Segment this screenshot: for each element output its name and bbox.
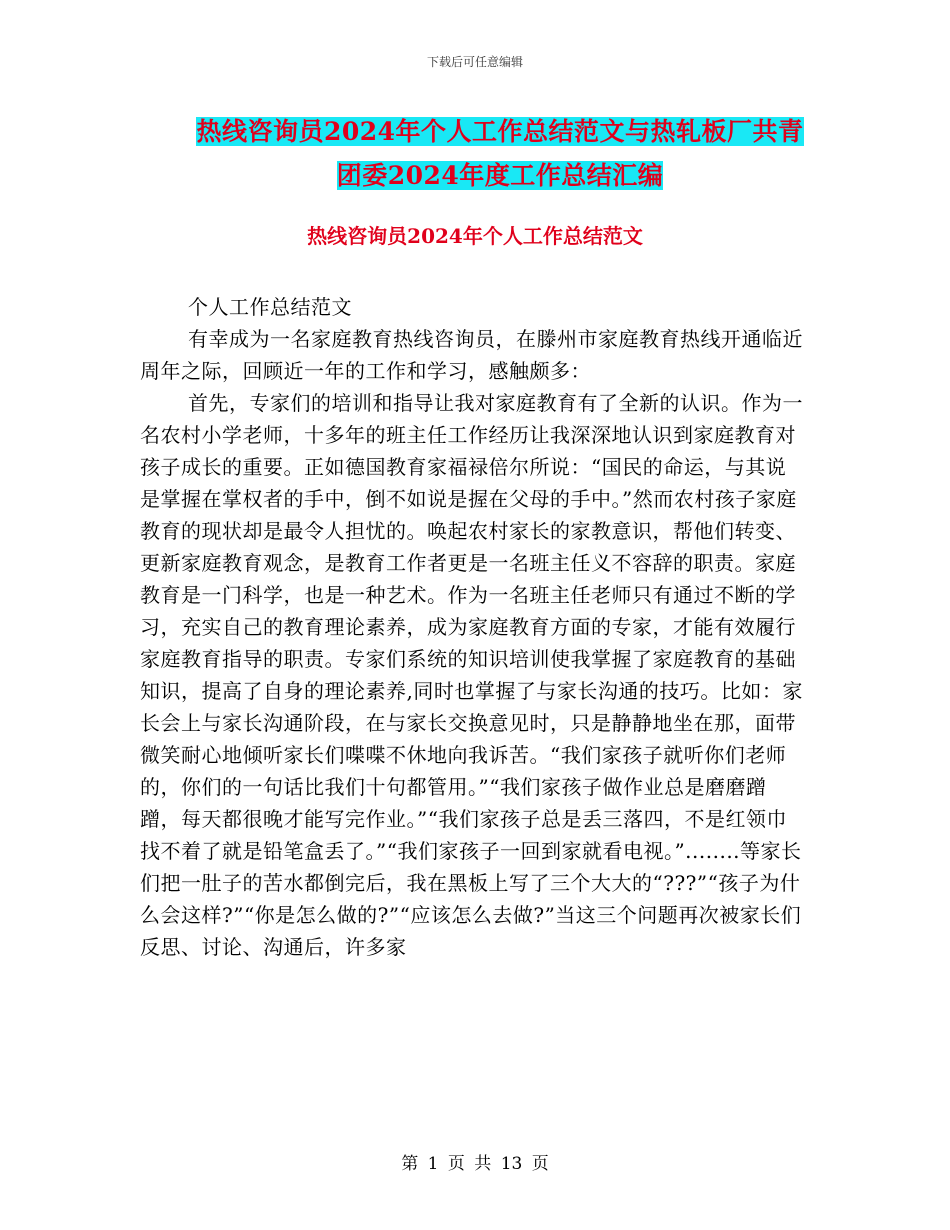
document-title-line-2: 团委2024年度工作总结汇编 <box>336 161 664 190</box>
body-paragraph-2: 首先，专家们的培训和指导让我对家庭教育有了全新的认识。作为一名农村小学老师，十多年的班主任工作经历让我深深地认识到家庭教育对孩子成长的重要。正如德国教育家福禄倍尔所说：“国民的命运，与其说是掌握在掌权者的手中，倒不如说是握在父母的手中。”然而农村孩子家庭教育的现状却是最令人担忧的。唤起农村家长的家教意识，帮他们转变、更新家庭教育观念，是教育工作者更是一名班主任义不容辞的职责。家庭教育是一门科学，也是一种艺术。作为一名班主任老师只有通过不断的学习，充实自己的教育理论素养，成为家庭教育方面的专家，才能有效履行家庭教育指导的职责。专家们系统的知识培训使我掌握了家庭教育的基础知识，提高了自身的理论素养,同时也掌握了与家长沟通的技巧。比如：家长会上与家长沟通阶段，在与家长交换意见时，只是静静地坐在那，面带微笑耐心地倾听家长们喋喋不休地向我诉苦。“我们家孩子就听你们老师的，你们的一句话比我们十句都管用。”“我们家孩子做作业总是磨磨蹭蹭，每天都很晚才能写完作业。”“我们家孩子总是丢三落四，不是红领巾找不着了就是铅笔盒丢了。”“我们家孩子一回到家就看电视。”........等家长们把一肚子的苦水都倒完后，我在黑板上写了三个大大的“???”“孩子为什么会这样?”“你是怎么做的?”“应该怎么去做?”当这三个问题再次被家长们反思、讨论、沟通后，许多家 <box>140 391 803 959</box>
body-subtitle: 个人工作总结范文 <box>188 295 352 319</box>
document-body <box>140 291 805 963</box>
document-title <box>140 110 860 198</box>
body-paragraph-1: 有幸成为一名家庭教育热线咨询员，在滕州市家庭教育热线开通临近周年之际，回顾近一年的工作和学习，感触颇多： <box>140 327 803 383</box>
section-title: 热线咨询员2024年个人工作总结范文 <box>307 224 643 248</box>
page-header-note: 下载后可任意编辑 <box>426 55 523 69</box>
page-footer-number: 第 1 页 共 13 页 <box>401 1154 549 1174</box>
document-title-line-1: 热线咨询员2024年个人工作总结范文与热轧板厂共青 <box>196 117 804 146</box>
